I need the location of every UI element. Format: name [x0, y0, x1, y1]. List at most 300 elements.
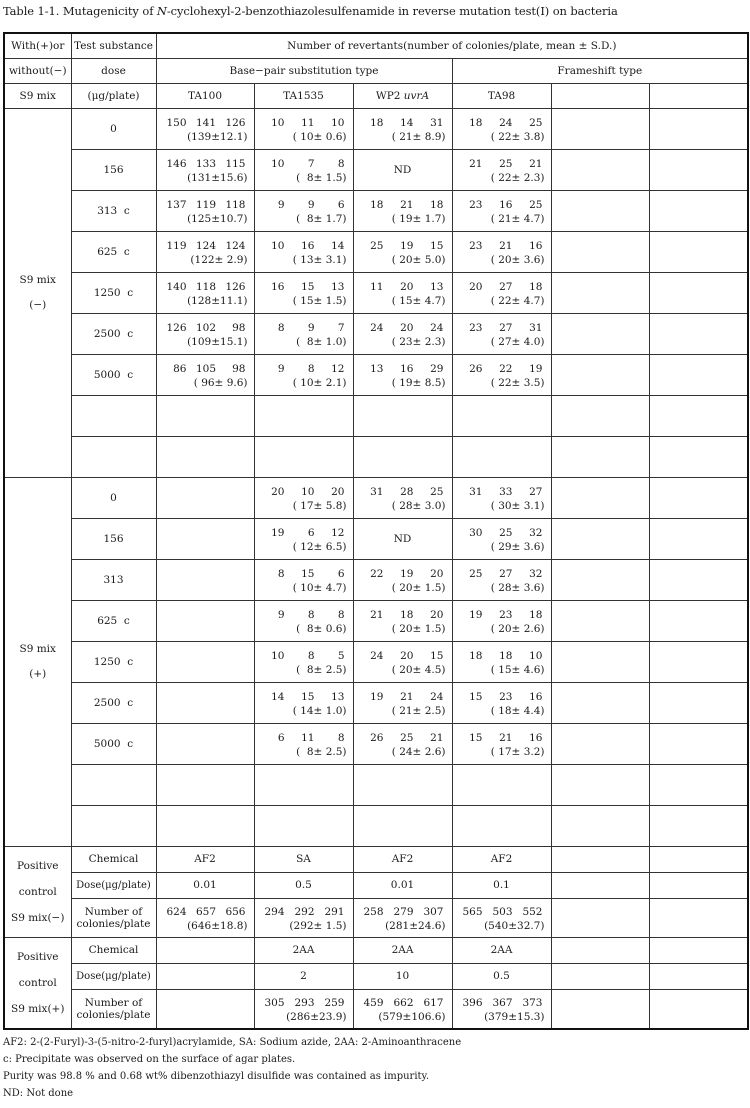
result-cell — [353, 314, 452, 355]
plate-count: 258 — [363, 906, 384, 919]
empty-cell — [649, 355, 748, 396]
result-cell — [452, 899, 551, 938]
plate-count: 396 — [462, 997, 483, 1010]
mean-sd: ( 28± 3.0) — [391, 499, 446, 512]
plate-count: 137 — [166, 199, 187, 212]
table-row — [4, 847, 748, 873]
result-cell — [254, 899, 353, 938]
table-title — [3, 4, 618, 18]
plate-counts — [255, 906, 353, 918]
empty-cell — [71, 765, 156, 806]
empty-cell — [353, 396, 452, 437]
empty-cell — [551, 847, 649, 873]
plate-counts — [453, 240, 551, 252]
plate-count: 8 — [307, 650, 315, 663]
mean-sd: ( 96± 9.6) — [193, 376, 248, 389]
plate-counts — [255, 322, 353, 334]
table-row — [4, 232, 748, 273]
plate-counts — [157, 240, 254, 252]
table-row — [4, 601, 748, 642]
plate-counts — [453, 158, 551, 170]
plate-count: 141 — [195, 117, 217, 130]
mean-sd: (646±18.8) — [187, 919, 248, 932]
plate-count: 552 — [522, 906, 543, 919]
plate-count: 32 — [529, 527, 543, 540]
plate-count: 26 — [469, 363, 483, 376]
chemical-cell: AF2 — [353, 847, 452, 873]
dose-cell: 156 — [71, 150, 156, 191]
result-cell — [156, 232, 254, 273]
plate-count: 119 — [166, 240, 187, 253]
plate-count: 21 — [499, 732, 513, 745]
plate-count: 292 — [294, 906, 315, 919]
plate-count: 126 — [166, 322, 187, 335]
empty-cell — [254, 437, 353, 478]
plate-counts — [255, 486, 353, 498]
plate-count: 124 — [225, 240, 246, 253]
plate-counts — [255, 691, 353, 703]
result-cell — [254, 560, 353, 601]
count-label-line: colonies/plate — [76, 918, 151, 930]
plate-counts — [453, 199, 551, 211]
plate-count: 367 — [492, 997, 513, 1010]
result-cell — [156, 560, 254, 601]
result-cell — [353, 683, 452, 724]
header-frameshift: Frameshift type — [452, 59, 748, 84]
mean-sd: ( 14± 1.0) — [292, 704, 347, 717]
plate-count: 32 — [529, 568, 543, 581]
plate-count: 31 — [469, 486, 483, 499]
empty-cell — [551, 990, 649, 1030]
mean-sd: ( 15± 4.7) — [391, 294, 446, 307]
empty-cell — [551, 806, 649, 847]
mean-sd: ( 20± 1.5) — [391, 622, 446, 635]
mean-sd: ( 13± 3.1) — [292, 253, 347, 266]
plate-counts — [255, 997, 353, 1009]
plate-count: 118 — [195, 281, 217, 294]
plate-count: 19 — [271, 527, 285, 540]
dose-cell: 313 c — [71, 191, 156, 232]
plate-count: 25 — [529, 199, 543, 212]
dose-cell: 0.5 — [452, 964, 551, 990]
plate-count: 133 — [195, 158, 217, 171]
mean-sd: ( 8± 2.5) — [296, 663, 347, 676]
group-label-line: (−) — [29, 299, 47, 311]
plate-count: 126 — [225, 117, 246, 130]
result-cell — [156, 642, 254, 683]
mean-sd: ( 21± 2.5) — [391, 704, 446, 717]
plate-count: 25 — [370, 240, 384, 253]
dose-cell: 1250 c — [71, 642, 156, 683]
header-strain — [649, 84, 748, 109]
plate-count: 98 — [232, 363, 246, 376]
empty-cell — [71, 396, 156, 437]
table-row — [4, 683, 748, 724]
mean-sd: ( 17± 3.2) — [490, 745, 545, 758]
result-cell — [353, 560, 452, 601]
plate-counts — [354, 997, 452, 1009]
plate-counts — [354, 240, 452, 252]
empty-cell — [156, 396, 254, 437]
plate-count: 20 — [331, 486, 345, 499]
plate-count: 18 — [469, 650, 483, 663]
plate-count: 15 — [301, 281, 315, 294]
plate-count: 7 — [337, 322, 345, 335]
table-row — [4, 873, 748, 899]
header-strain: TA98 — [452, 84, 551, 109]
plate-count: 13 — [430, 281, 444, 294]
plate-count: 9 — [307, 199, 315, 212]
mean-sd: (109±15.1) — [187, 335, 248, 348]
plate-count: 20 — [430, 609, 444, 622]
result-cell — [353, 899, 452, 938]
plate-count: 105 — [195, 363, 217, 376]
empty-cell — [254, 396, 353, 437]
result-cell — [156, 478, 254, 519]
table-row — [4, 560, 748, 601]
plate-count: 30 — [469, 527, 483, 540]
plate-count: 6 — [337, 568, 345, 581]
empty-cell — [254, 765, 353, 806]
empty-cell — [551, 273, 649, 314]
plate-count: 307 — [423, 906, 444, 919]
chemical-cell: AF2 — [156, 847, 254, 873]
plate-count: 14 — [331, 240, 345, 253]
plate-count: 115 — [225, 158, 246, 171]
empty-cell — [551, 191, 649, 232]
plate-counts — [453, 527, 551, 539]
s9-group-label — [4, 478, 71, 847]
plate-count: 16 — [499, 199, 513, 212]
plate-count: 23 — [469, 322, 483, 335]
table-row — [4, 938, 748, 964]
plate-counts — [453, 732, 551, 744]
result-cell — [156, 683, 254, 724]
plate-count: 293 — [294, 997, 315, 1010]
dose-cell: 2 — [254, 964, 353, 990]
plate-counts — [453, 117, 551, 129]
plate-count: 21 — [430, 732, 444, 745]
empty-cell — [649, 478, 748, 519]
plate-count: 86 — [173, 363, 187, 376]
plate-counts — [255, 363, 353, 375]
result-cell — [254, 724, 353, 765]
plate-counts — [453, 322, 551, 334]
plate-count: 25 — [430, 486, 444, 499]
plate-count: 18 — [499, 650, 513, 663]
empty-cell — [649, 601, 748, 642]
result-cell — [452, 560, 551, 601]
result-cell — [156, 990, 254, 1030]
plate-count: 294 — [264, 906, 285, 919]
mean-sd: ( 8± 1.7) — [296, 212, 347, 225]
header-revertants: Number of revertants(number of colonies/plate, mean ± S.D.) — [156, 33, 748, 59]
plate-count: 22 — [370, 568, 384, 581]
plate-count: 31 — [529, 322, 543, 335]
mean-sd: ( 17± 5.8) — [292, 499, 347, 512]
table-row — [4, 765, 748, 806]
plate-count: 14 — [400, 117, 414, 130]
mean-sd: (292± 1.5) — [289, 919, 347, 932]
table-row — [4, 109, 748, 150]
s9-group-label — [4, 109, 71, 478]
plate-counts — [354, 486, 452, 498]
plate-count: 23 — [469, 240, 483, 253]
plate-count: 8 — [337, 158, 345, 171]
plate-counts — [453, 568, 551, 580]
group-label-line: S9 mix — [19, 642, 56, 655]
dose-cell: 625 c — [71, 601, 156, 642]
plate-counts — [453, 997, 551, 1009]
mean-sd: ( 10± 2.1) — [292, 376, 347, 389]
mean-sd: ( 22± 3.8) — [490, 130, 545, 143]
plate-count: 14 — [271, 691, 285, 704]
plate-count: 305 — [264, 997, 285, 1010]
result-cell — [353, 232, 452, 273]
plate-counts — [255, 527, 353, 539]
plate-count: 373 — [522, 997, 543, 1010]
table-row — [4, 273, 748, 314]
mean-sd: ( 22± 4.7) — [490, 294, 545, 307]
mean-sd: ( 22± 3.5) — [490, 376, 545, 389]
result-cell — [156, 109, 254, 150]
not-done: ND — [393, 163, 412, 176]
dose-cell: 1250 c — [71, 273, 156, 314]
dose-cell: 156 — [71, 519, 156, 560]
mean-sd: (379±15.3) — [484, 1010, 545, 1023]
group-label-line: S9 mix(−) — [11, 912, 65, 924]
chemical-cell: SA — [254, 847, 353, 873]
result-cell — [156, 724, 254, 765]
result-cell — [254, 683, 353, 724]
plate-count: 126 — [225, 281, 246, 294]
strain-italic: uvrA — [403, 89, 430, 102]
mean-sd: ( 20± 1.5) — [391, 581, 446, 594]
plate-counts — [255, 609, 353, 621]
mean-sd: ( 29± 3.6) — [490, 540, 545, 553]
group-label-line: (+) — [29, 668, 47, 680]
mean-sd: ( 28± 3.6) — [490, 581, 545, 594]
header-s9: without(−) — [4, 59, 71, 84]
positive-control-label — [4, 847, 71, 938]
plate-count: 25 — [529, 117, 543, 130]
result-cell — [353, 519, 452, 560]
title-prefix: Table 1-1. Mutagenicity of — [3, 4, 157, 18]
result-cell — [452, 601, 551, 642]
plate-count: 15 — [301, 691, 315, 704]
plate-counts — [453, 281, 551, 293]
plate-count: 23 — [499, 609, 513, 622]
table-row — [4, 990, 748, 1030]
result-cell — [156, 191, 254, 232]
plate-count: 12 — [331, 527, 345, 540]
empty-cell — [551, 683, 649, 724]
plate-counts — [255, 281, 353, 293]
dose-cell — [156, 964, 254, 990]
header-dose: Test substance — [71, 33, 156, 59]
header-s9: With(+)or — [4, 33, 71, 59]
dose-cell: 0.01 — [156, 873, 254, 899]
plate-count: 5 — [337, 650, 345, 663]
empty-cell — [649, 232, 748, 273]
plate-count: 18 — [529, 281, 543, 294]
mean-sd: (540±32.7) — [484, 919, 545, 932]
chemical-label: Chemical — [71, 938, 156, 964]
plate-count: 18 — [430, 199, 444, 212]
plate-count: 6 — [277, 732, 285, 745]
footnote: ND: Not done — [3, 1088, 74, 1099]
result-cell — [353, 642, 452, 683]
plate-counts — [354, 363, 452, 375]
dose-cell: 313 — [71, 560, 156, 601]
empty-cell — [551, 642, 649, 683]
plate-count: 31 — [370, 486, 384, 499]
table-row — [4, 642, 748, 683]
result-cell — [452, 478, 551, 519]
plate-count: 291 — [324, 906, 345, 919]
result-cell — [452, 683, 551, 724]
count-label-line: Number of — [84, 996, 143, 1009]
plate-counts — [157, 322, 254, 334]
plate-count: 118 — [225, 199, 246, 212]
plate-count: 8 — [337, 732, 345, 745]
result-cell — [452, 642, 551, 683]
count-label — [71, 899, 156, 938]
result-cell — [156, 273, 254, 314]
mutagenicity-table — [3, 32, 749, 1030]
result-cell — [353, 601, 452, 642]
result-cell — [254, 191, 353, 232]
plate-count: 617 — [423, 997, 444, 1010]
empty-cell — [353, 765, 452, 806]
empty-cell — [649, 847, 748, 873]
empty-cell — [551, 899, 649, 938]
plate-count: 146 — [166, 158, 187, 171]
title-suffix: -cyclohexyl-2-benzothiazolesulfenamide in reverse mutation test(I) on bacteria — [166, 4, 618, 18]
plate-counts — [354, 117, 452, 129]
dose-cell: 2500 c — [71, 314, 156, 355]
result-cell — [254, 478, 353, 519]
result-cell — [353, 273, 452, 314]
empty-cell — [156, 765, 254, 806]
plate-count: 33 — [499, 486, 513, 499]
plate-count: 13 — [331, 281, 345, 294]
plate-count: 20 — [271, 486, 285, 499]
mean-sd: ( 15± 4.6) — [490, 663, 545, 676]
empty-cell — [649, 938, 748, 964]
empty-cell — [649, 396, 748, 437]
plate-count: 6 — [337, 199, 345, 212]
group-label-line: S9 mix(+) — [11, 1003, 65, 1015]
dose-cell: 0 — [71, 478, 156, 519]
plate-count: 10 — [301, 486, 315, 499]
count-label-line: colonies/plate — [76, 1009, 151, 1021]
mean-sd: (131±15.6) — [187, 171, 248, 184]
plate-counts — [354, 281, 452, 293]
mean-sd: ( 30± 3.1) — [490, 499, 545, 512]
empty-cell — [254, 806, 353, 847]
plate-count: 15 — [469, 732, 483, 745]
mean-sd: ( 8± 2.5) — [296, 745, 347, 758]
mean-sd: (281±24.6) — [385, 919, 446, 932]
empty-cell — [353, 437, 452, 478]
plate-count: 29 — [430, 363, 444, 376]
plate-count: 11 — [301, 732, 315, 745]
chemical-cell: 2AA — [353, 938, 452, 964]
plate-count: 657 — [195, 906, 217, 919]
empty-cell — [649, 964, 748, 990]
header-dose: dose — [71, 59, 156, 84]
header-strain: TA1535 — [254, 84, 353, 109]
result-cell — [452, 273, 551, 314]
result-cell — [156, 899, 254, 938]
plate-counts — [453, 691, 551, 703]
plate-count: 11 — [370, 281, 384, 294]
mean-sd: ( 18± 4.4) — [490, 704, 545, 717]
mean-sd: ( 12± 6.5) — [292, 540, 347, 553]
empty-cell — [551, 873, 649, 899]
dose-label: Dose(μg/plate) — [71, 873, 156, 899]
header-base-pair: Base−pair substitution type — [156, 59, 452, 84]
group-label-line: Positive — [17, 860, 59, 872]
empty-cell — [452, 765, 551, 806]
plate-count: 18 — [400, 609, 414, 622]
plate-counts — [354, 199, 452, 211]
plate-counts — [354, 691, 452, 703]
plate-count: 10 — [271, 158, 285, 171]
mean-sd: (125±10.7) — [187, 212, 248, 225]
plate-count: 15 — [301, 568, 315, 581]
plate-count: 24 — [430, 322, 444, 335]
plate-count: 16 — [400, 363, 414, 376]
result-cell — [156, 519, 254, 560]
empty-cell — [649, 109, 748, 150]
plate-count: 16 — [529, 732, 543, 745]
empty-cell — [551, 232, 649, 273]
plate-count: 119 — [195, 199, 217, 212]
empty-cell — [551, 519, 649, 560]
title-italic: N — [156, 4, 167, 18]
plate-counts — [255, 568, 353, 580]
plate-count: 21 — [529, 158, 543, 171]
empty-cell — [649, 683, 748, 724]
chemical-label: Chemical — [71, 847, 156, 873]
mean-sd: ( 20± 3.6) — [490, 253, 545, 266]
mean-sd: ( 8± 1.5) — [296, 171, 347, 184]
result-cell — [452, 191, 551, 232]
header-s9: S9 mix — [4, 84, 71, 109]
mean-sd: ( 19± 8.5) — [391, 376, 446, 389]
plate-count: 18 — [529, 609, 543, 622]
plate-counts — [157, 158, 254, 170]
empty-cell — [551, 765, 649, 806]
header-strain — [551, 84, 649, 109]
plate-count: 23 — [469, 199, 483, 212]
plate-count: 10 — [271, 117, 285, 130]
plate-count: 20 — [430, 568, 444, 581]
plate-count: 26 — [370, 732, 384, 745]
mean-sd: ( 20± 5.0) — [391, 253, 446, 266]
dose-cell: 5000 c — [71, 355, 156, 396]
count-label-line: Number of — [84, 905, 143, 918]
result-cell — [452, 150, 551, 191]
mean-sd: ( 23± 2.3) — [391, 335, 446, 348]
table-row — [4, 806, 748, 847]
table-row — [4, 150, 748, 191]
plate-counts — [157, 281, 254, 293]
empty-cell — [551, 355, 649, 396]
mean-sd: ( 24± 2.6) — [391, 745, 446, 758]
